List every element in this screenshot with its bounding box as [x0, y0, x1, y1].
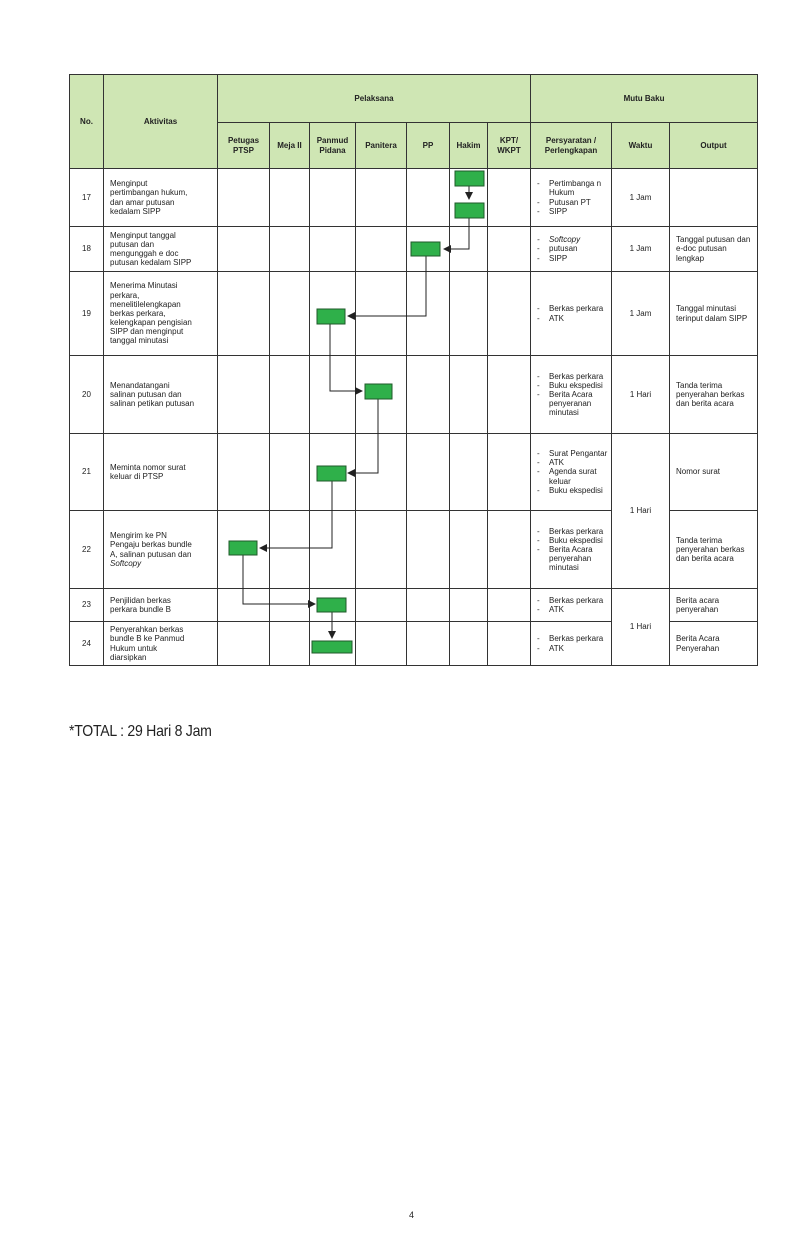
requirements-cell: - Berkas perkara - ATK: [531, 622, 612, 666]
table-row: [70, 169, 758, 227]
output-cell: Berita Acara Penyerahan: [670, 622, 758, 666]
time-cell: 1 Jam: [612, 169, 670, 227]
header-executor-kpt: KPT/ WKPT: [488, 123, 531, 169]
output-cell: Nomor surat: [670, 434, 758, 511]
requirements-cell: - Berkas perkara - ATK: [531, 272, 612, 356]
header-executor-meja2: Meja II: [270, 123, 310, 169]
row-number: 21: [70, 434, 104, 511]
total-duration: *TOTAL : 29 Hari 8 Jam: [69, 723, 212, 740]
time-cell: 1 Jam: [612, 227, 670, 272]
requirements-cell: - Berkas perkara - Buku ekspedisi - Berita Acara penyeranan minutasi: [531, 356, 612, 434]
header-executor-panmud: Panmud Pidana: [310, 123, 356, 169]
output-cell: Tanggal putusan dan e-doc putusan lengkap: [670, 227, 758, 272]
activity-cell: Menginput tanggal putusan dan mengunggah e doc putusan kedalam SIPP: [104, 227, 218, 272]
header-executor-pp: PP: [407, 123, 450, 169]
activity-cell: Meminta nomor surat keluar di PTSP: [104, 434, 218, 511]
requirements-cell: - Softcopy - putusan - SIPP: [531, 227, 612, 272]
time-cell: 1 Jam: [612, 272, 670, 356]
requirements-cell: - Berkas perkara - Buku ekspedisi - Berita Acara penyerahan minutasi: [531, 511, 612, 589]
header-no: No.: [70, 75, 104, 169]
row-number: 24: [70, 622, 104, 666]
requirements-cell: - Berkas perkara - ATK: [531, 589, 612, 622]
header-executor: Pelaksana: [218, 75, 531, 123]
time-cell: 1 Hari: [612, 589, 670, 666]
output-cell: [670, 169, 758, 227]
header-activity: Aktivitas: [104, 75, 218, 169]
activity-cell: Penyerahkan berkas bundle B ke Panmud Hukum untuk diarsipkan: [104, 622, 218, 666]
activity-cell: Penjilidan berkas perkara bundle B: [104, 589, 218, 622]
header-executor-hakim: Hakim: [450, 123, 488, 169]
activity-cell: Mengirim ke PN Pengaju berkas bundle A, salinan putusan dan Softcopy: [104, 511, 218, 589]
header-requirements: Persyaratan / Perlengkapan: [531, 123, 612, 169]
header-executor-panitera: Panitera: [356, 123, 407, 169]
row-number: 22: [70, 511, 104, 589]
row-number: 17: [70, 169, 104, 227]
row-number: 20: [70, 356, 104, 434]
table-row: [70, 272, 758, 356]
table-row: [70, 434, 758, 511]
row-number: 23: [70, 589, 104, 622]
activity-cell: Menerima Minutasi perkara, menelitilelengkapan berkas perkara, kelengkapan pengisian SIPP dan menginput tanggal minutasi: [104, 272, 218, 356]
row-number: 18: [70, 227, 104, 272]
requirements-cell: - Surat Pengantar - ATK - Agenda surat keluar - Buku ekspedisi: [531, 434, 612, 511]
table-row: [70, 227, 758, 272]
header-standard: Mutu Baku: [531, 75, 758, 123]
table-row: [70, 356, 758, 434]
requirements-cell: - Pertimbanga n Hukum - Putusan PT - SIPP: [531, 169, 612, 227]
page-number: 4: [409, 1210, 415, 1220]
header-time: Waktu: [612, 123, 670, 169]
sop-table: [69, 74, 758, 666]
time-cell: 1 Hari: [612, 434, 670, 589]
activity-cell: Menginput pertimbangan hukum, dan amar putusan kedalam SIPP: [104, 169, 218, 227]
time-cell: 1 Hari: [612, 356, 670, 434]
output-cell: Berita acara penyerahan: [670, 589, 758, 622]
output-cell: Tanda terima penyerahan berkas dan berita acara: [670, 511, 758, 589]
header-output: Output: [670, 123, 758, 169]
table-row: [70, 589, 758, 622]
activity-cell: Menandatangani salinan putusan dan salinan petikan putusan: [104, 356, 218, 434]
row-number: 19: [70, 272, 104, 356]
output-cell: Tanggal minutasi terinput dalam SIPP: [670, 272, 758, 356]
output-cell: Tanda terima penyerahan berkas dan berita acara: [670, 356, 758, 434]
header-executor-ptsp: Petugas PTSP: [218, 123, 270, 169]
